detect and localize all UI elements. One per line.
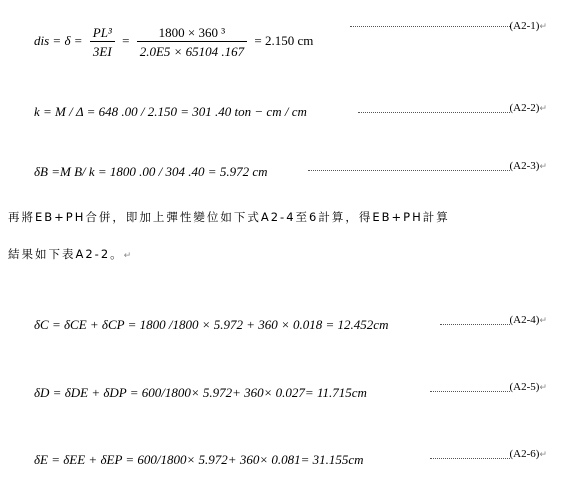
fraction bbox=[137, 26, 247, 58]
paragraph-line-1: 再將EB+PH合併，即加上彈性變位如下式A2-4至6計算，得EB+PH計算 bbox=[8, 210, 450, 224]
equation-a2-6 bbox=[0, 448, 565, 488]
fraction-denominator: 2.0E5 × 65104 .167 bbox=[139, 44, 245, 59]
dot-leader bbox=[358, 112, 510, 113]
equation-a2-1 bbox=[0, 22, 565, 62]
equation-a2-3 bbox=[0, 160, 565, 200]
equation-body: k = M / Δ = 648 .00 / 2.150 = 301 .40 ton − cm / cm bbox=[34, 104, 307, 119]
return-icon: ↵ bbox=[539, 315, 547, 325]
return-icon: ↵ bbox=[123, 251, 134, 261]
fraction bbox=[90, 26, 115, 58]
equation-tag: (A2-1)↵ bbox=[509, 20, 547, 32]
return-icon: ↵ bbox=[539, 449, 547, 459]
equation-body: δB =M B/ k = 1800 .00 / 304 .40 = 5.972 cm bbox=[34, 164, 268, 179]
equation-body: δC = δCE + δCP = 1800 /1800 × 5.972 + 360 × 0.018 = 12.452cm bbox=[34, 317, 389, 332]
fraction-numerator: 1800 × 360 ³ bbox=[137, 26, 247, 42]
equals-sign: = bbox=[122, 32, 133, 48]
equation-tag: (A2-6)↵ bbox=[509, 448, 547, 460]
equation-rhs: = 2.150 cm bbox=[254, 32, 314, 48]
equation-lhs: dis = δ = bbox=[34, 32, 86, 48]
equation-tag: (A2-5)↵ bbox=[509, 381, 547, 393]
equation-tag: (A2-3)↵ bbox=[509, 160, 547, 172]
equation-tag: (A2-2)↵ bbox=[509, 102, 547, 114]
dot-leader bbox=[440, 324, 510, 325]
dot-leader bbox=[430, 458, 510, 459]
equation-body: δD = δDE + δDP = 600/1800× 5.972+ 360× 0.027= 11.715cm bbox=[34, 385, 367, 400]
return-icon: ↵ bbox=[539, 161, 547, 171]
equation-a2-4 bbox=[0, 314, 565, 354]
equation-a2-2 bbox=[0, 102, 565, 142]
equation-a2-5 bbox=[0, 381, 565, 421]
return-icon: ↵ bbox=[539, 21, 547, 31]
dot-leader bbox=[430, 391, 510, 392]
fraction-numerator: PL³ bbox=[90, 26, 115, 42]
dot-leader bbox=[308, 170, 510, 171]
equation-tag: (A2-4)↵ bbox=[509, 314, 547, 326]
return-icon: ↵ bbox=[539, 103, 547, 113]
return-icon: ↵ bbox=[539, 382, 547, 392]
paragraph-line-2: 結果如下表A2-2。↵ bbox=[8, 247, 134, 261]
fraction-denominator: 3EI bbox=[92, 44, 112, 59]
dot-leader bbox=[350, 26, 510, 27]
equation-body: δE = δEE + δEP = 600/1800× 5.972+ 360× 0.081= 31.155cm bbox=[34, 452, 364, 467]
equation-body bbox=[34, 26, 313, 58]
